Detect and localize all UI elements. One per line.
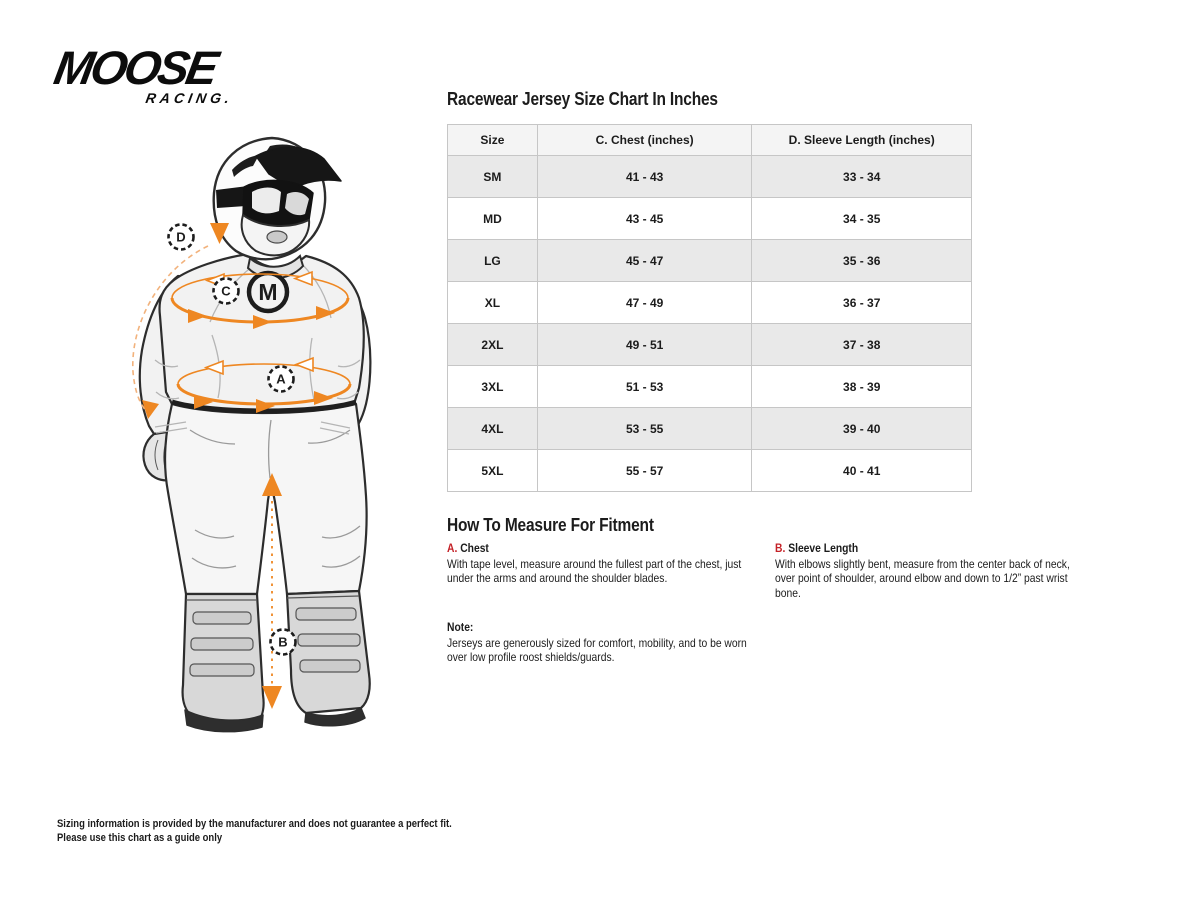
column-header-sleeve: D. Sleeve Length (inches) xyxy=(752,125,972,156)
chest-cell: 53 - 55 xyxy=(537,408,752,450)
sleeve-cell: 34 - 35 xyxy=(752,198,972,240)
marker-b xyxy=(271,630,296,655)
size-cell: XL xyxy=(448,282,538,324)
table-row xyxy=(448,450,972,492)
table-row xyxy=(448,408,972,450)
measure-item-sleeve xyxy=(775,541,1081,600)
svg-text:D: D xyxy=(176,229,186,245)
table-row xyxy=(448,324,972,366)
svg-text:C: C xyxy=(221,283,231,299)
sleeve-cell: 38 - 39 xyxy=(752,366,972,408)
table-row xyxy=(448,156,972,198)
sleeve-cell: 33 - 34 xyxy=(752,156,972,198)
logo-racing-text: RACING. xyxy=(144,90,235,107)
column-header-chest: C. Chest (inches) xyxy=(537,125,752,156)
chest-cell: 55 - 57 xyxy=(537,450,752,492)
sleeve-cell: 35 - 36 xyxy=(752,240,972,282)
column-header-size: Size xyxy=(448,125,538,156)
logo-moose-text: MOOSE xyxy=(50,41,220,94)
measure-text-chest: With tape level, measure around the fullest part of the chest, just under the arms and around the shoulder blades. xyxy=(447,556,742,585)
note-text: Jerseys are generously sized for comfort, mobility, and to be worn over low profile roost shields/guards. xyxy=(447,635,747,664)
size-cell: 5XL xyxy=(448,450,538,492)
size-cell: MD xyxy=(448,198,538,240)
chest-cell: 43 - 45 xyxy=(537,198,752,240)
chin-vent xyxy=(267,231,287,243)
table-header-row xyxy=(448,125,972,156)
sleeve-cell: 37 - 38 xyxy=(752,324,972,366)
chest-cell: 47 - 49 xyxy=(537,282,752,324)
moose-chest-logo xyxy=(249,273,287,311)
marker-c xyxy=(214,279,239,304)
note-block xyxy=(447,620,762,665)
measure-letter-b: B. xyxy=(775,541,786,555)
table-row xyxy=(448,240,972,282)
svg-text:A: A xyxy=(276,371,286,387)
sleeve-cell: 39 - 40 xyxy=(752,408,972,450)
table-row xyxy=(448,198,972,240)
measure-section-heading: How To Measure For Fitment xyxy=(447,515,654,535)
measure-item-sleeve-title xyxy=(775,541,1081,556)
svg-text:B: B xyxy=(278,634,288,650)
sleeve-cell: 36 - 37 xyxy=(752,282,972,324)
disclaimer xyxy=(57,817,590,845)
disclaimer-line-1: Sizing information is provided by the manufacturer and does not guarantee a perfect fit. xyxy=(57,818,452,830)
chest-cell: 51 - 53 xyxy=(537,366,752,408)
moose-racing-logo xyxy=(50,41,265,107)
measure-item-chest xyxy=(447,541,762,586)
goggle-lens-left xyxy=(252,188,281,214)
size-cell: 4XL xyxy=(448,408,538,450)
rider-measurement-diagram xyxy=(60,130,450,750)
size-chart-table xyxy=(447,124,972,492)
measure-item-chest-title xyxy=(447,541,762,556)
helmet xyxy=(214,138,341,259)
size-cell: 2XL xyxy=(448,324,538,366)
sleeve-cell: 40 - 41 xyxy=(752,450,972,492)
page-title: Racewear Jersey Size Chart In Inches xyxy=(447,89,718,109)
table-row xyxy=(448,282,972,324)
size-cell: SM xyxy=(448,156,538,198)
table-row xyxy=(448,366,972,408)
disclaimer-line-2: Please use this chart as a guide only xyxy=(57,832,223,844)
measure-label-chest: Chest xyxy=(460,541,489,555)
size-cell: LG xyxy=(448,240,538,282)
size-cell: 3XL xyxy=(448,366,538,408)
measure-label-sleeve: Sleeve Length xyxy=(788,541,859,555)
measure-text-sleeve: With elbows slightly bent, measure from the center back of neck, over point of shoulder, around elbow and down to 1/2” past wrist bone. xyxy=(775,556,1070,600)
measure-letter-a: A. xyxy=(447,541,458,555)
marker-d xyxy=(169,225,194,250)
chest-cell: 49 - 51 xyxy=(537,324,752,366)
pants xyxy=(165,404,367,594)
marker-a xyxy=(269,367,294,392)
chest-cell: 41 - 43 xyxy=(537,156,752,198)
note-heading: Note: xyxy=(447,620,474,634)
chest-cell: 45 - 47 xyxy=(537,240,752,282)
svg-text:M: M xyxy=(258,279,278,305)
